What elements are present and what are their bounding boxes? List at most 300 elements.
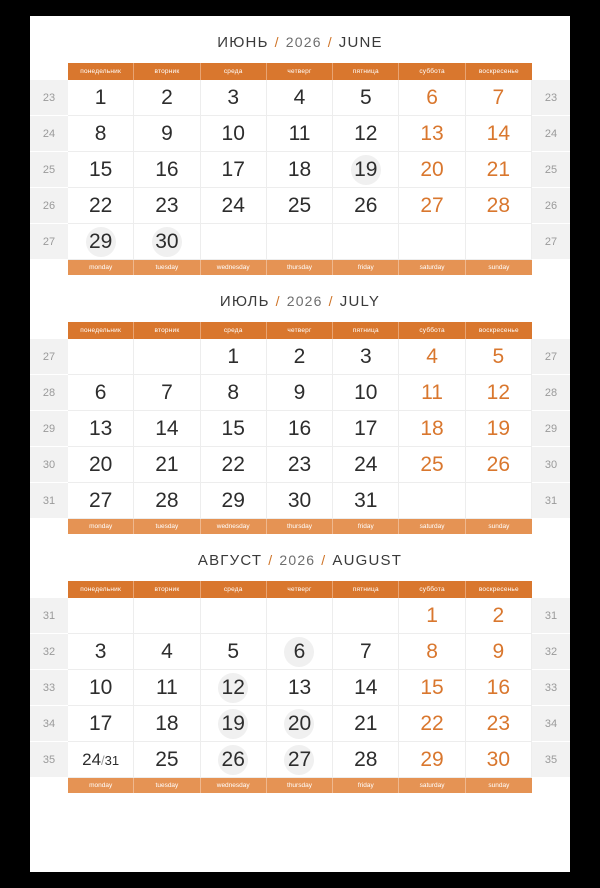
day-cell [201, 447, 267, 483]
month-year: 2026 [285, 34, 322, 50]
day-cell [333, 411, 399, 447]
day-number: 21 [155, 452, 179, 476]
day-number: 12 [354, 121, 378, 145]
weekday-footer-friday: friday [333, 778, 399, 793]
calendar-page [30, 16, 570, 872]
day-cell [201, 339, 267, 375]
day-cell [399, 670, 465, 706]
week-number-right: 27 [532, 339, 570, 375]
weekday-footer-tuesday: tuesday [134, 260, 200, 275]
day-number: 22 [221, 452, 245, 476]
day-cell-empty [267, 598, 333, 634]
day-number: 24 [354, 452, 378, 476]
month-name-ru: ИЮНЬ [217, 34, 269, 51]
day-cell [267, 447, 333, 483]
day-cell [134, 706, 200, 742]
day-number: 29 [221, 488, 245, 512]
day-number: 17 [354, 416, 378, 440]
day-number: 15 [420, 675, 444, 699]
weekday-footer-wednesday: wednesday [201, 260, 267, 275]
day-number: 1 [227, 344, 240, 368]
weekday-footer-tuesday: tuesday [134, 778, 200, 793]
day-number: 24 [221, 193, 245, 217]
day-number: 23 [486, 711, 511, 735]
day-cell [201, 188, 267, 224]
day-cell-empty [134, 339, 200, 375]
weekday-header-wednesday: среда [201, 63, 267, 80]
day-cell [134, 483, 200, 519]
day-number: 16 [155, 157, 179, 181]
day-number: 26 [486, 452, 511, 476]
day-cell [466, 152, 532, 188]
title-separator: / [274, 34, 280, 50]
week-number-header-left [30, 63, 68, 80]
weekday-footer-tuesday: tuesday [134, 519, 200, 534]
weekday-footer-thursday: thursday [267, 260, 333, 275]
day-cell [466, 598, 532, 634]
week-number-header-right [532, 322, 570, 339]
week-number-left: 25 [30, 152, 68, 188]
day-cell [134, 411, 200, 447]
day-number: 27 [420, 193, 444, 217]
day-cell [466, 339, 532, 375]
day-cell-empty [267, 224, 333, 260]
weekday-footer-monday: monday [68, 519, 134, 534]
day-number: 15 [88, 157, 113, 181]
weekday-footer-saturday: saturday [399, 778, 465, 793]
day-cell [68, 447, 134, 483]
weekday-footer-sunday: sunday [466, 778, 532, 793]
day-cell [267, 116, 333, 152]
week-number-right: 24 [532, 116, 570, 152]
week-number-right: 27 [532, 224, 570, 260]
week-number-left: 26 [30, 188, 68, 224]
day-cell [134, 670, 200, 706]
week-number-right: 35 [532, 742, 570, 778]
day-cell [134, 80, 200, 116]
day-number: 28 [486, 193, 511, 217]
day-number: 10 [88, 675, 113, 699]
weekday-header-wednesday: среда [201, 322, 267, 339]
day-cell [267, 188, 333, 224]
day-cell [399, 375, 465, 411]
weekday-header-friday: пятница [333, 63, 399, 80]
day-cell [267, 634, 333, 670]
day-number: 31 [354, 488, 378, 512]
week-number-left: 28 [30, 375, 68, 411]
day-number: 30 [155, 229, 179, 253]
day-number: 9 [161, 121, 173, 145]
day-number: 7 [492, 85, 505, 109]
week-number-left: 34 [30, 706, 68, 742]
week-number-footer-right [532, 519, 570, 534]
weekday-footer-wednesday: wednesday [201, 519, 267, 534]
day-cell [201, 634, 267, 670]
day-number-dual: 24/31 [82, 749, 120, 769]
day-number: 27 [88, 488, 113, 512]
day-cell [68, 411, 134, 447]
day-number: 3 [94, 639, 107, 663]
week-number-footer-right [532, 778, 570, 793]
day-number: 23 [287, 452, 312, 476]
weekday-footer-monday: monday [68, 260, 134, 275]
day-cell [201, 742, 267, 778]
weekday-header-monday: понедельник [68, 322, 134, 339]
month-block [30, 534, 570, 793]
month-title [30, 534, 570, 581]
day-cell [134, 116, 200, 152]
day-number: 19 [221, 711, 245, 735]
day-cell [466, 188, 532, 224]
day-number: 4 [293, 85, 306, 109]
week-number-right: 32 [532, 634, 570, 670]
day-cell [267, 152, 333, 188]
day-cell [68, 152, 134, 188]
week-number-footer-left [30, 260, 68, 275]
day-number: 18 [155, 711, 179, 735]
day-number: 18 [420, 416, 444, 440]
day-number: 13 [420, 121, 444, 145]
day-number: 27 [287, 747, 312, 771]
week-number-right: 28 [532, 375, 570, 411]
day-cell [68, 224, 134, 260]
weekday-footer-wednesday: wednesday [201, 778, 267, 793]
day-number: 12 [221, 675, 245, 699]
month-block [30, 275, 570, 534]
day-cell-empty [333, 224, 399, 260]
weekday-footer-saturday: saturday [399, 260, 465, 275]
title-separator: / [327, 34, 333, 50]
day-number: 28 [155, 488, 179, 512]
weekday-header-saturday: суббота [399, 322, 465, 339]
week-number-left: 27 [30, 339, 68, 375]
day-cell [68, 188, 134, 224]
day-number: 20 [287, 711, 312, 735]
day-number: 29 [420, 747, 444, 771]
title-separator: / [328, 293, 334, 309]
week-number-footer-left [30, 519, 68, 534]
day-cell [68, 706, 134, 742]
day-cell [68, 670, 134, 706]
day-number: 17 [221, 157, 245, 181]
month-name-en: AUGUST [332, 552, 403, 569]
day-cell [68, 742, 134, 778]
weekday-header-tuesday: вторник [134, 322, 200, 339]
day-number: 25 [420, 452, 444, 476]
day-cell [399, 152, 465, 188]
day-cell [399, 80, 465, 116]
day-number: 30 [486, 747, 511, 771]
day-cell [201, 670, 267, 706]
day-cell [466, 80, 532, 116]
day-cell [68, 634, 134, 670]
week-number-right: 23 [532, 80, 570, 116]
day-number: 10 [221, 121, 245, 145]
weekday-header-friday: пятница [333, 322, 399, 339]
day-cell-empty [333, 598, 399, 634]
day-number: 13 [287, 675, 312, 699]
day-number: 14 [155, 416, 179, 440]
week-number-header-right [532, 581, 570, 598]
day-cell [68, 116, 134, 152]
day-number: 20 [420, 157, 444, 181]
day-number: 23 [155, 193, 179, 217]
day-cell [333, 634, 399, 670]
weekday-header-tuesday: вторник [134, 581, 200, 598]
week-number-right: 25 [532, 152, 570, 188]
day-cell [134, 634, 200, 670]
day-cell [333, 706, 399, 742]
week-number-right: 29 [532, 411, 570, 447]
day-cell [267, 411, 333, 447]
weekday-header-tuesday: вторник [134, 63, 200, 80]
week-number-footer-right [532, 260, 570, 275]
day-number: 1 [94, 85, 107, 109]
day-cell [399, 742, 465, 778]
weekday-footer-thursday: thursday [267, 519, 333, 534]
weekday-header-saturday: суббота [399, 581, 465, 598]
day-cell [201, 80, 267, 116]
title-separator: / [268, 552, 274, 568]
day-cell [134, 742, 200, 778]
day-cell [201, 706, 267, 742]
day-cell [267, 375, 333, 411]
day-number: 11 [288, 121, 311, 145]
day-number: 7 [359, 639, 372, 663]
day-cell-empty [399, 483, 465, 519]
month-year: 2026 [286, 293, 323, 309]
day-number: 9 [293, 380, 306, 404]
week-number-left: 32 [30, 634, 68, 670]
day-cell [466, 375, 532, 411]
week-number-left: 29 [30, 411, 68, 447]
day-number: 5 [227, 639, 240, 663]
day-cell [267, 670, 333, 706]
day-number: 30 [287, 488, 312, 512]
day-number: 17 [88, 711, 113, 735]
day-number: 16 [287, 416, 312, 440]
day-cell [333, 339, 399, 375]
day-number: 19 [486, 416, 511, 440]
week-number-right: 31 [532, 598, 570, 634]
day-cell [399, 188, 465, 224]
weekday-header-thursday: четверг [267, 581, 333, 598]
day-cell-empty [68, 339, 134, 375]
day-cell [68, 375, 134, 411]
day-cell [267, 706, 333, 742]
day-cell [466, 742, 532, 778]
day-number: 18 [287, 157, 312, 181]
weekday-footer-thursday: thursday [267, 778, 333, 793]
weekday-header-sunday: воскресенье [466, 322, 532, 339]
day-number: 3 [359, 344, 372, 368]
week-number-right: 34 [532, 706, 570, 742]
day-cell-empty [201, 598, 267, 634]
month-name-en: JULY [339, 293, 381, 310]
day-cell [267, 339, 333, 375]
day-number: 1 [426, 603, 438, 627]
day-cell-empty [466, 224, 532, 260]
day-number: 9 [492, 639, 505, 663]
weekday-footer-friday: friday [333, 519, 399, 534]
day-number: 14 [354, 675, 378, 699]
day-number: 3 [227, 85, 240, 109]
week-number-left: 23 [30, 80, 68, 116]
month-block [30, 16, 570, 275]
day-number: 25 [155, 747, 179, 771]
day-cell [267, 483, 333, 519]
day-cell [134, 224, 200, 260]
week-number-left: 30 [30, 447, 68, 483]
day-cell [333, 80, 399, 116]
day-number: 20 [88, 452, 113, 476]
week-number-left: 33 [30, 670, 68, 706]
weekday-footer-saturday: saturday [399, 519, 465, 534]
weekday-header-thursday: четверг [267, 63, 333, 80]
day-number: 6 [94, 380, 107, 404]
day-cell [466, 447, 532, 483]
weekday-footer-monday: monday [68, 778, 134, 793]
day-number: 21 [354, 711, 378, 735]
day-number: 28 [354, 747, 378, 771]
weekday-header-monday: понедельник [68, 63, 134, 80]
week-number-left: 24 [30, 116, 68, 152]
week-number-left: 35 [30, 742, 68, 778]
day-cell-empty [68, 598, 134, 634]
month-name-ru: ИЮЛЬ [219, 293, 270, 310]
day-cell [201, 116, 267, 152]
day-number: 19 [354, 157, 378, 181]
month-grid [30, 322, 570, 534]
day-number: 5 [492, 344, 505, 368]
day-number: 26 [221, 747, 245, 771]
day-number: 26 [354, 193, 378, 217]
weekday-header-friday: пятница [333, 581, 399, 598]
day-number: 13 [88, 416, 113, 440]
weekday-header-saturday: суббота [399, 63, 465, 80]
day-cell [267, 742, 333, 778]
day-cell [399, 706, 465, 742]
weekday-header-sunday: воскресенье [466, 63, 532, 80]
week-number-left: 31 [30, 483, 68, 519]
day-cell [134, 152, 200, 188]
weekday-header-wednesday: среда [201, 581, 267, 598]
week-number-right: 33 [532, 670, 570, 706]
day-number: 22 [88, 193, 113, 217]
day-cell [333, 670, 399, 706]
day-cell [399, 116, 465, 152]
day-cell [267, 80, 333, 116]
month-grid [30, 63, 570, 275]
day-number: 8 [94, 121, 107, 145]
day-cell [333, 188, 399, 224]
day-cell [466, 116, 532, 152]
day-number: 4 [426, 344, 438, 368]
day-cell [333, 375, 399, 411]
day-number: 2 [161, 85, 173, 109]
day-cell [399, 447, 465, 483]
day-cell [399, 634, 465, 670]
months-container [30, 16, 570, 793]
day-cell [201, 152, 267, 188]
day-cell [68, 483, 134, 519]
weekday-footer-sunday: sunday [466, 260, 532, 275]
day-cell [201, 375, 267, 411]
weekday-footer-friday: friday [333, 260, 399, 275]
day-cell [466, 670, 532, 706]
day-number: 6 [293, 639, 306, 663]
day-cell [134, 188, 200, 224]
day-cell [134, 447, 200, 483]
day-cell [333, 152, 399, 188]
day-number: 7 [161, 380, 173, 404]
day-cell [399, 411, 465, 447]
day-number: 11 [421, 380, 443, 404]
weekday-header-monday: понедельник [68, 581, 134, 598]
day-number: 11 [156, 675, 178, 699]
day-cell-empty [399, 224, 465, 260]
day-number: 2 [293, 344, 306, 368]
month-name-ru: АВГУСТ [197, 552, 263, 569]
day-number: 6 [426, 85, 438, 109]
day-cell-empty [134, 598, 200, 634]
day-number: 10 [354, 380, 378, 404]
day-number: 15 [221, 416, 245, 440]
day-cell [466, 706, 532, 742]
week-number-header-left [30, 581, 68, 598]
day-cell [134, 375, 200, 411]
week-number-footer-left [30, 778, 68, 793]
month-title [30, 16, 570, 63]
day-number: 5 [359, 85, 372, 109]
day-number: 14 [486, 121, 511, 145]
weekday-header-sunday: воскресенье [466, 581, 532, 598]
day-cell [201, 483, 267, 519]
month-name-en: JUNE [338, 34, 383, 51]
day-number: 2 [492, 603, 505, 627]
day-number: 8 [227, 380, 240, 404]
title-separator: / [275, 293, 281, 309]
day-cell [333, 447, 399, 483]
day-number: 12 [486, 380, 511, 404]
day-cell-empty [466, 483, 532, 519]
day-number: 29 [88, 229, 113, 253]
day-cell [399, 339, 465, 375]
day-number: 21 [486, 157, 511, 181]
day-cell [399, 598, 465, 634]
month-title [30, 275, 570, 322]
day-number: 16 [486, 675, 511, 699]
title-separator: / [321, 552, 327, 568]
week-number-right: 26 [532, 188, 570, 224]
week-number-right: 30 [532, 447, 570, 483]
month-year: 2026 [279, 552, 316, 568]
week-number-header-left [30, 322, 68, 339]
day-number: 8 [426, 639, 438, 663]
day-cell [201, 411, 267, 447]
day-cell [333, 483, 399, 519]
day-number: 25 [287, 193, 312, 217]
day-number: 22 [420, 711, 444, 735]
day-cell [333, 742, 399, 778]
week-number-right: 31 [532, 483, 570, 519]
day-cell [68, 80, 134, 116]
weekday-header-thursday: четверг [267, 322, 333, 339]
week-number-left: 31 [30, 598, 68, 634]
day-cell [333, 116, 399, 152]
day-cell [466, 411, 532, 447]
day-cell [466, 634, 532, 670]
